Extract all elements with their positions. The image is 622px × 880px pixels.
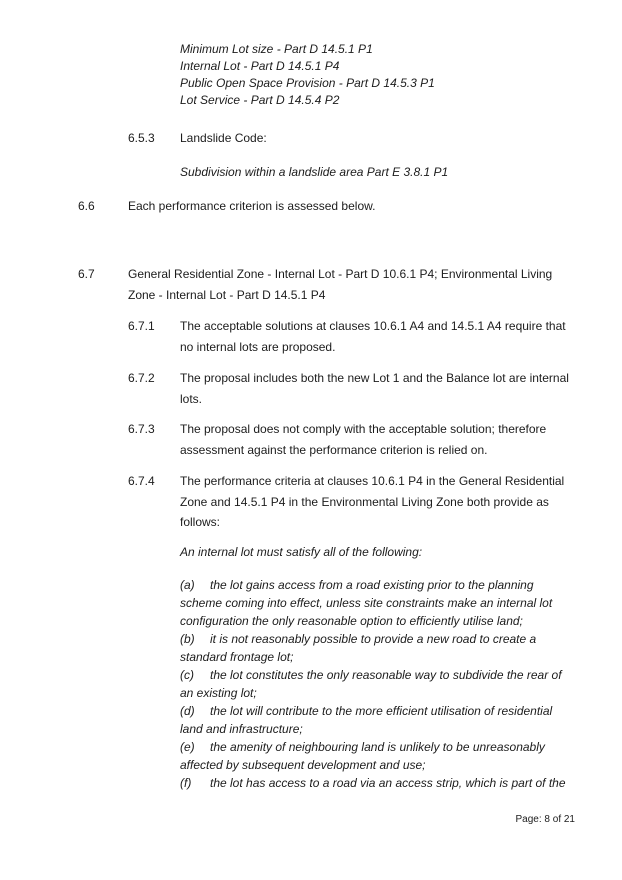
criterion-e xyxy=(180,738,577,774)
criterion-label: (a) xyxy=(180,578,195,592)
clause-6-7 xyxy=(78,264,578,305)
criterion-text: the lot will contribute to the more efficient utilisation of residential land and infrastructure; xyxy=(180,704,553,736)
clause-text: The acceptable solutions at clauses 10.6.1 A4 and 14.5.1 A4 require that no internal lots are proposed. xyxy=(180,319,566,354)
criterion-label: (c) xyxy=(180,668,194,682)
criterion-a xyxy=(180,576,577,630)
clause-6-7-1 xyxy=(128,316,578,357)
criterion-b xyxy=(180,630,577,666)
clause-number: 6.6 xyxy=(78,199,95,213)
clause-6-7-4 xyxy=(128,471,578,533)
criterion-text: the lot constitutes the only reasonable way to subdivide the rear of an existing lot; xyxy=(180,668,562,700)
reference-line: Public Open Space Provision - Part D 14.5.3 P1 xyxy=(180,76,435,90)
reference-line: Lot Service - Part D 14.5.4 P2 xyxy=(180,93,340,107)
criterion-c xyxy=(180,666,577,702)
clause-number: 6.7.2 xyxy=(128,371,155,385)
reference-line: Internal Lot - Part D 14.5.1 P4 xyxy=(180,59,340,73)
clause-6-7-2 xyxy=(128,368,578,409)
clause-6-6 xyxy=(78,196,578,217)
criterion-text: the amenity of neighbouring land is unlikely to be unreasonably affected by subsequent development and use; xyxy=(180,740,545,772)
clause-text: The proposal includes both the new Lot 1 and the Balance lot are internal lots. xyxy=(180,371,569,406)
criterion-d xyxy=(180,702,577,738)
quote-internal-lot-intro: An internal lot must satisfy all of the following: xyxy=(180,545,423,559)
page-footer: Page: 8 of 21 xyxy=(515,814,575,825)
clause-text: The proposal does not comply with the acceptable solution; therefore assessment against the performance criterion is relied on. xyxy=(180,422,547,457)
criterion-text: it is not reasonably possible to provide a new road to create a standard frontage lot; xyxy=(180,632,537,664)
criterion-label: (f) xyxy=(180,776,192,790)
clause-number: 6.7.1 xyxy=(128,319,155,333)
criterion-label: (d) xyxy=(180,704,195,718)
clause-number: 6.7 xyxy=(78,267,95,281)
criteria-list xyxy=(180,576,577,792)
clause-6-5-3 xyxy=(128,128,578,149)
clause-text: Each performance criterion is assessed below. xyxy=(128,199,376,213)
criterion-text: the lot has access to a road via an access strip, which is part of the xyxy=(210,776,566,790)
clause-text: General Residential Zone - Internal Lot - Part D 10.6.1 P4; Environmental Living Zone - Internal Lot - Part D 14.5.1 P4 xyxy=(128,267,553,302)
clause-text: Landslide Code: xyxy=(180,131,267,145)
criterion-label: (e) xyxy=(180,740,195,754)
criterion-f xyxy=(180,774,577,792)
quote-landslide: Subdivision within a landslide area Part E 3.8.1 P1 xyxy=(180,165,449,179)
clause-number: 6.7.3 xyxy=(128,422,155,436)
clause-6-7-3 xyxy=(128,419,578,460)
clause-number: 6.7.4 xyxy=(128,474,155,488)
clause-number: 6.5.3 xyxy=(128,131,155,145)
criterion-label: (b) xyxy=(180,632,195,646)
reference-line: Minimum Lot size - Part D 14.5.1 P1 xyxy=(180,42,373,56)
reference-list xyxy=(180,41,590,109)
clause-text: The performance criteria at clauses 10.6.1 P4 in the General Residential Zone and 14.5.1 P4 in the Environmental Living Zone both provide as follows: xyxy=(180,474,565,529)
criterion-text: the lot gains access from a road existing prior to the planning scheme coming into effect, unless site constraints make an internal lot configuration the only reasonable option to efficiently utilise land; xyxy=(180,578,553,628)
